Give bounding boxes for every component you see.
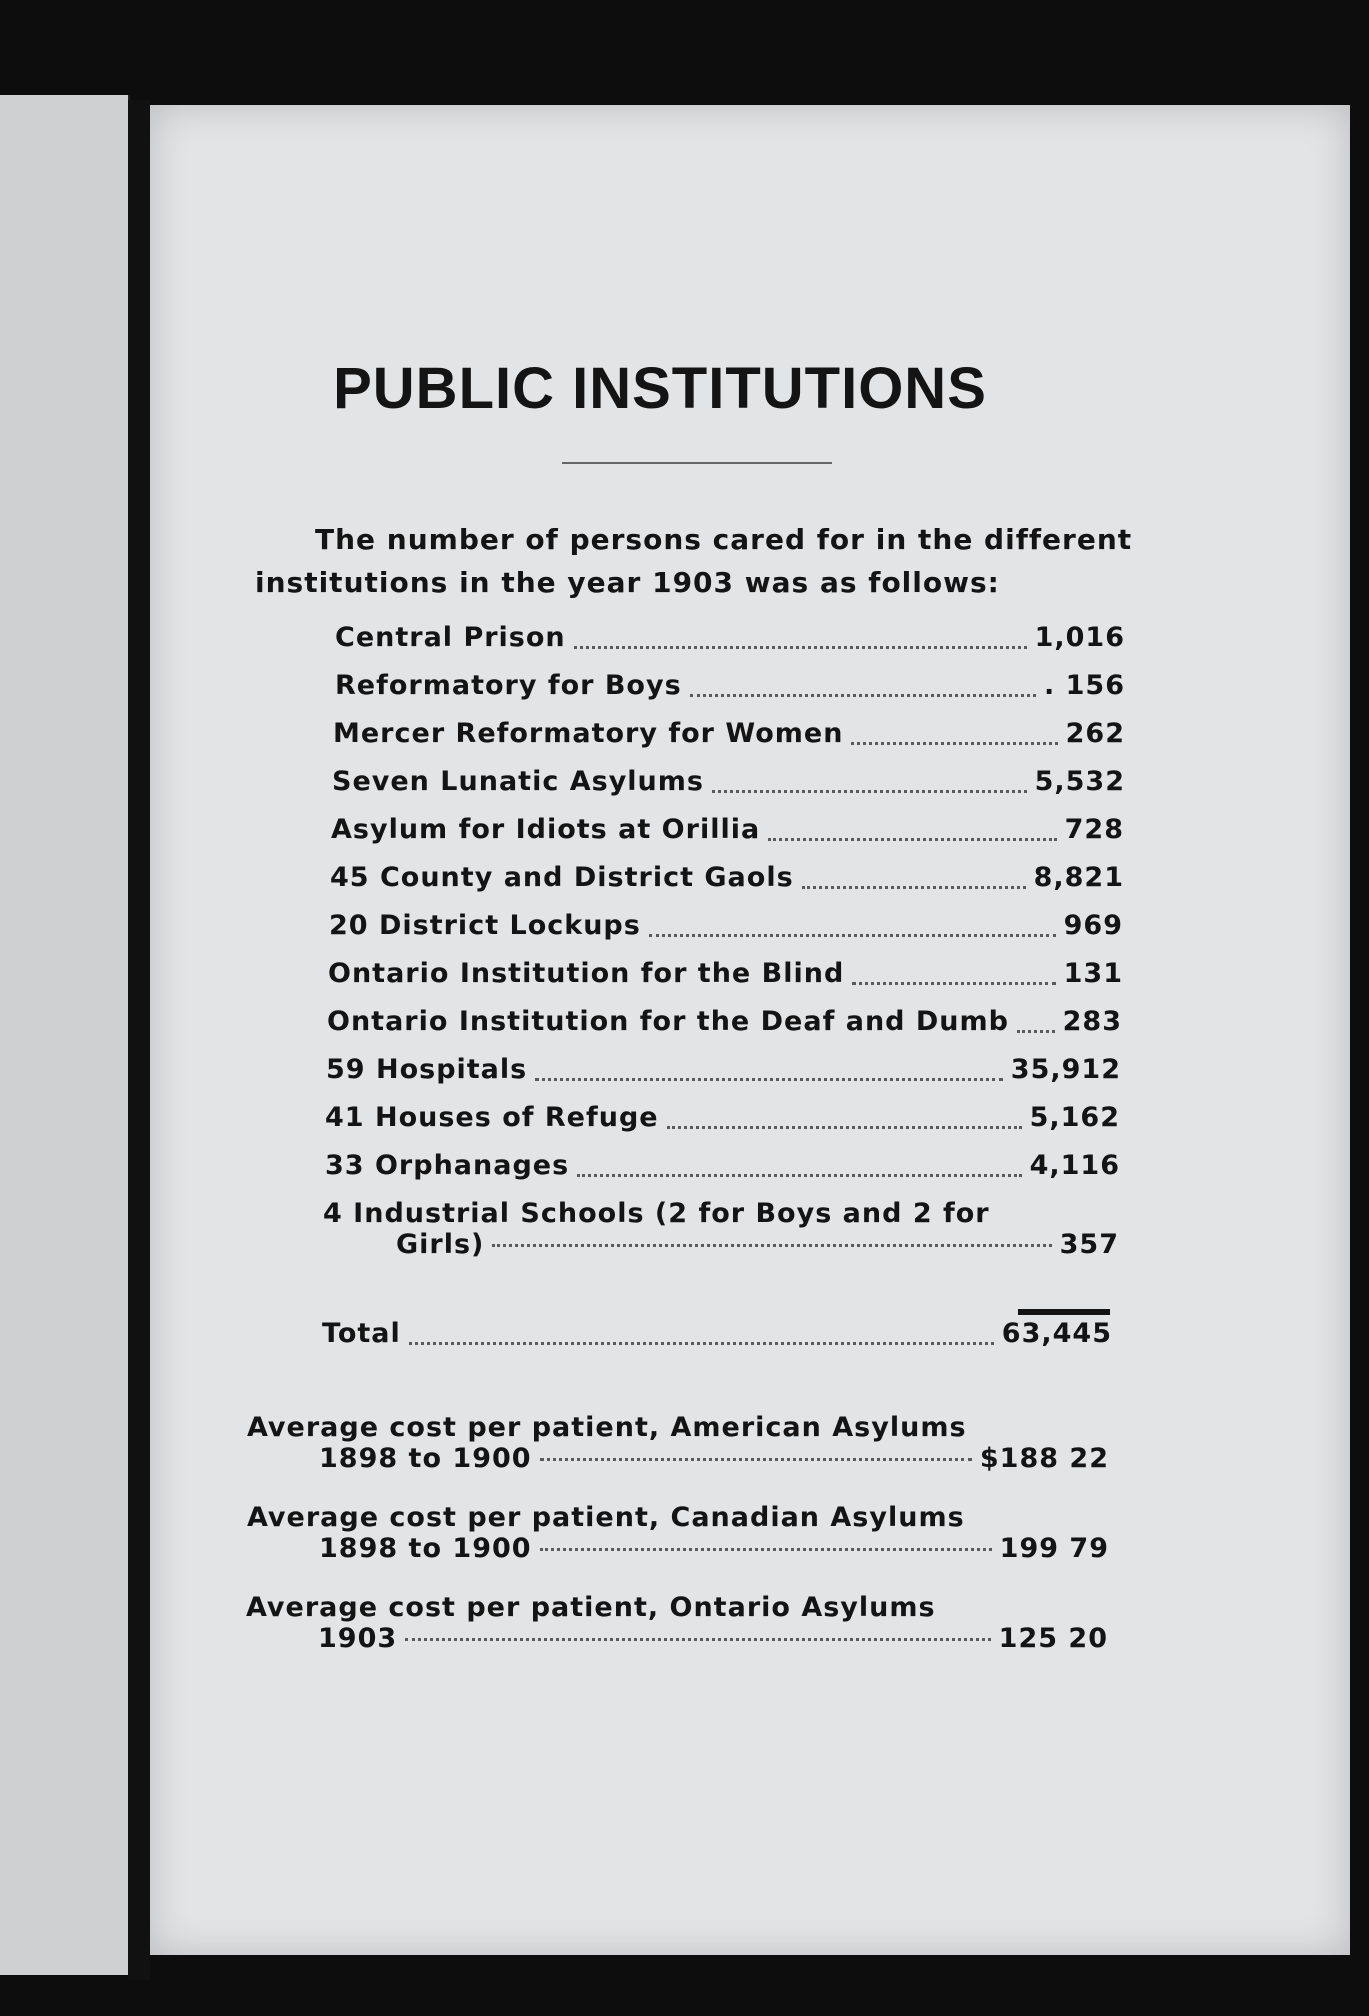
institution-row	[329, 910, 1123, 941]
total-row	[322, 1318, 1112, 1349]
dot-leader	[802, 886, 1026, 889]
dot-leader	[712, 790, 1027, 793]
total-rule	[1018, 1309, 1110, 1315]
page-title: PUBLIC INSTITUTIONS	[333, 356, 987, 421]
book-spine	[128, 100, 150, 1980]
institution-label: Central Prison	[335, 622, 566, 653]
institution-label: Ontario Institution for the Blind	[328, 958, 845, 989]
cost-value: $188 22	[979, 1443, 1109, 1474]
institution-count: . 156	[1043, 670, 1125, 701]
institution-row	[332, 766, 1125, 797]
institution-count: 5,532	[1034, 766, 1125, 797]
cost-line-1: Average cost per patient, American Asylums	[247, 1412, 967, 1443]
institution-row	[331, 814, 1124, 845]
cost-period: 1898 to 1900	[319, 1443, 532, 1474]
institution-label: 45 County and District Gaols	[330, 862, 794, 893]
dot-leader	[649, 934, 1056, 937]
dot-leader	[540, 1458, 972, 1461]
dot-leader	[577, 1174, 1021, 1177]
institution-label: 41 Houses of Refuge	[325, 1102, 659, 1133]
intro-line-1: The number of persons cared for in the different	[315, 523, 1133, 556]
dot-leader	[540, 1548, 992, 1551]
institution-count: 262	[1065, 718, 1125, 749]
title-rule	[562, 462, 832, 464]
institution-count: 131	[1063, 958, 1123, 989]
total-label: Total	[322, 1318, 401, 1349]
dot-leader	[690, 694, 1036, 697]
institution-row	[333, 718, 1125, 749]
institution-count: 728	[1064, 814, 1124, 845]
dot-leader	[535, 1078, 1003, 1081]
institution-label: Asylum for Idiots at Orillia	[331, 814, 761, 845]
institution-row	[330, 862, 1124, 893]
institution-count: 5,162	[1029, 1102, 1120, 1133]
industrial-label: Girls)	[396, 1229, 485, 1260]
institution-row	[326, 1054, 1121, 1085]
cost-value: 199 79	[999, 1533, 1109, 1564]
cost-line-2	[247, 1533, 1109, 1564]
institution-count: 4,116	[1029, 1150, 1120, 1181]
cost-line-1: Average cost per patient, Canadian Asylums	[247, 1502, 965, 1533]
institution-label: Seven Lunatic Asylums	[332, 766, 704, 797]
cost-line-2	[246, 1623, 1108, 1654]
institution-label: 33 Orphanages	[325, 1150, 570, 1181]
dot-leader	[409, 1342, 994, 1345]
industrial-line-1: 4 Industrial Schools (2 for Boys and 2 for	[323, 1198, 990, 1229]
institution-row	[325, 1150, 1120, 1181]
institution-row	[327, 1006, 1122, 1037]
institution-count: 1,016	[1034, 622, 1125, 653]
cost-line-1: Average cost per patient, Ontario Asylums	[246, 1592, 936, 1623]
cost-period: 1903	[318, 1623, 398, 1654]
cost-value: 125 20	[998, 1623, 1108, 1654]
industrial-schools-entry	[323, 1198, 1119, 1260]
cost-entry	[247, 1412, 1109, 1474]
dot-leader	[768, 838, 1056, 841]
institution-count: 8,821	[1033, 862, 1124, 893]
dot-leader	[667, 1126, 1022, 1129]
dot-leader	[851, 742, 1057, 745]
institution-row	[325, 1102, 1120, 1133]
dot-leader	[405, 1638, 991, 1641]
institution-row	[335, 670, 1125, 701]
institution-count: 283	[1062, 1006, 1122, 1037]
institution-label: 59 Hospitals	[326, 1054, 528, 1085]
cost-period: 1898 to 1900	[319, 1533, 532, 1564]
institution-count: 35,912	[1010, 1054, 1121, 1085]
institution-row	[328, 958, 1123, 989]
dot-leader	[574, 646, 1027, 649]
industrial-line-2	[323, 1229, 1119, 1260]
dot-leader	[1017, 1030, 1055, 1033]
cost-entry	[246, 1592, 1108, 1654]
left-facing-page	[0, 95, 130, 1975]
intro-paragraph	[255, 518, 1135, 604]
institution-label: Reformatory for Boys	[335, 670, 682, 701]
institution-count: 969	[1063, 910, 1123, 941]
institution-row	[335, 622, 1125, 653]
institution-label: 20 District Lockups	[329, 910, 641, 941]
intro-line-2: institutions in the year 1903 was as follows:	[255, 566, 1000, 599]
cost-line-2	[247, 1443, 1109, 1474]
dot-leader	[492, 1244, 1051, 1247]
institution-label: Mercer Reformatory for Women	[333, 718, 844, 749]
industrial-count: 357	[1059, 1229, 1119, 1260]
total-value: 63,445	[1001, 1318, 1112, 1349]
dot-leader	[852, 982, 1055, 985]
cost-entry	[247, 1502, 1109, 1564]
institution-label: Ontario Institution for the Deaf and Dumb	[327, 1006, 1009, 1037]
